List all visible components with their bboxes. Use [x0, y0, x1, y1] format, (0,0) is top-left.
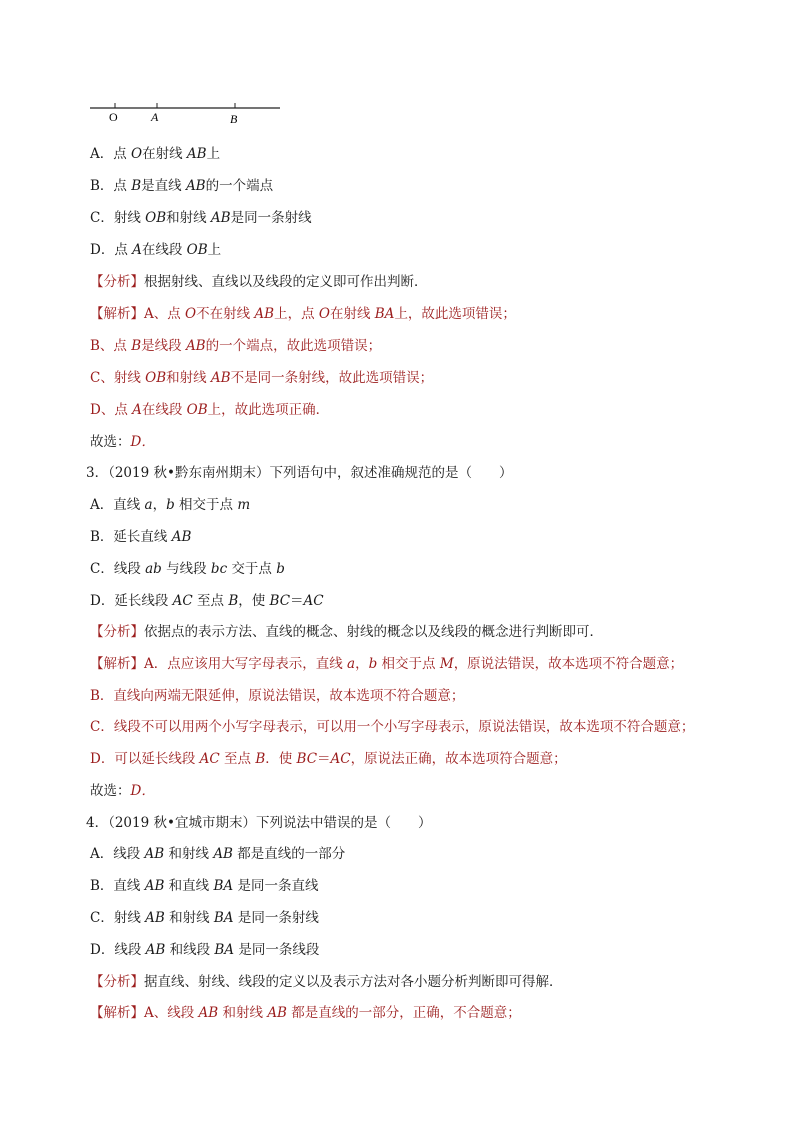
q4-stem: 4．（2019 秋•宜城市期末）下列说法中错误的是（ ） [86, 815, 432, 831]
q2-solution-a: 【解析】A、点 O不在射线 AB上，点 O在射线 BA上，故此选项错误； [90, 306, 516, 322]
q3-solution-b: B．直线向两端无限延伸，原说法错误，故本选项不符合题意； [90, 688, 465, 704]
analysis-tag: 【分析】 [90, 274, 144, 290]
label-o: O [109, 110, 118, 124]
q3-option-b: B．延长直线 AB [90, 529, 192, 545]
q4-option-d: D．线段 AB 和线段 BA 是同一条线段 [90, 942, 320, 958]
q3-option-d: D．延长线段 AC 至点 B，使 BC＝AC [90, 593, 324, 609]
q2-solution-d: D、点 A在线段 OB上，故此选项正确． [90, 402, 330, 418]
q3-solution-a: 【解析】A．点应该用大写字母表示，直线 a，b 相交于点 M，原说法错误，故本选项不符合题意； [90, 656, 684, 672]
q3-stem: 3．（2019 秋•黔东南州期末）下列语句中，叙述准确规范的是（ ） [86, 465, 513, 481]
q4-option-a: A．线段 AB 和射线 AB 都是直线的一部分 [90, 846, 346, 862]
ray-diagram [90, 98, 290, 128]
q4-option-b: B．直线 AB 和直线 BA 是同一条直线 [90, 878, 319, 894]
q3-option-a: A．直线 a，b 相交于点 m [90, 497, 251, 513]
analysis-tag: 【分析】 [90, 624, 144, 640]
q2-option-d: D．点 A在线段 OB上 [90, 242, 222, 258]
q4-option-c: C．射线 AB 和射线 BA 是同一条射线 [90, 910, 319, 926]
analysis-tag: 【分析】 [90, 974, 144, 990]
q2-option-a: A．点 O在射线 AB上 [90, 146, 221, 162]
q3-solution-c: C．线段不可以用两个小写字母表示，可以用一个小写字母表示，原说法错误，故本选项不符合题意； [90, 719, 695, 735]
q4-analysis: 【分析】据直线、射线、线段的定义以及表示方法对各小题分析判断即可得解． [90, 974, 563, 990]
q2-analysis: 【分析】根据射线、直线以及线段的定义即可作出判断． [90, 274, 428, 290]
q3-solution-d: D．可以延长线段 AC 至点 B．使 BC＝AC，原说法正确，故本选项符合题意； [90, 751, 567, 767]
label-a: A [151, 110, 159, 124]
q3-answer: 故选：D． [90, 783, 155, 799]
q2-answer: 故选：D． [90, 434, 155, 450]
solution-tag: 【解析】 [90, 656, 144, 672]
q2-option-b: B．点 B是直线 AB的一个端点 [90, 178, 274, 194]
q3-option-c: C．线段 ab 与线段 bc 交于点 b [90, 561, 285, 577]
q2-solution-c: C、射线 OB和射线 AB不是同一条射线，故此选项错误； [90, 370, 434, 386]
label-b: B [230, 112, 238, 126]
solution-tag: 【解析】 [90, 1005, 144, 1021]
q2-option-c: C．射线 OB和射线 AB是同一条射线 [90, 210, 312, 226]
q4-solution-a: 【解析】A、线段 AB 和射线 AB 都是直线的一部分，正确，不合题意； [90, 1005, 521, 1021]
q2-solution-b: B、点 B是线段 AB的一个端点，故此选项错误； [90, 338, 382, 354]
q3-analysis: 【分析】依据点的表示方法、直线的概念、射线的概念以及线段的概念进行判断即可． [90, 624, 603, 640]
solution-tag: 【解析】 [90, 306, 144, 322]
